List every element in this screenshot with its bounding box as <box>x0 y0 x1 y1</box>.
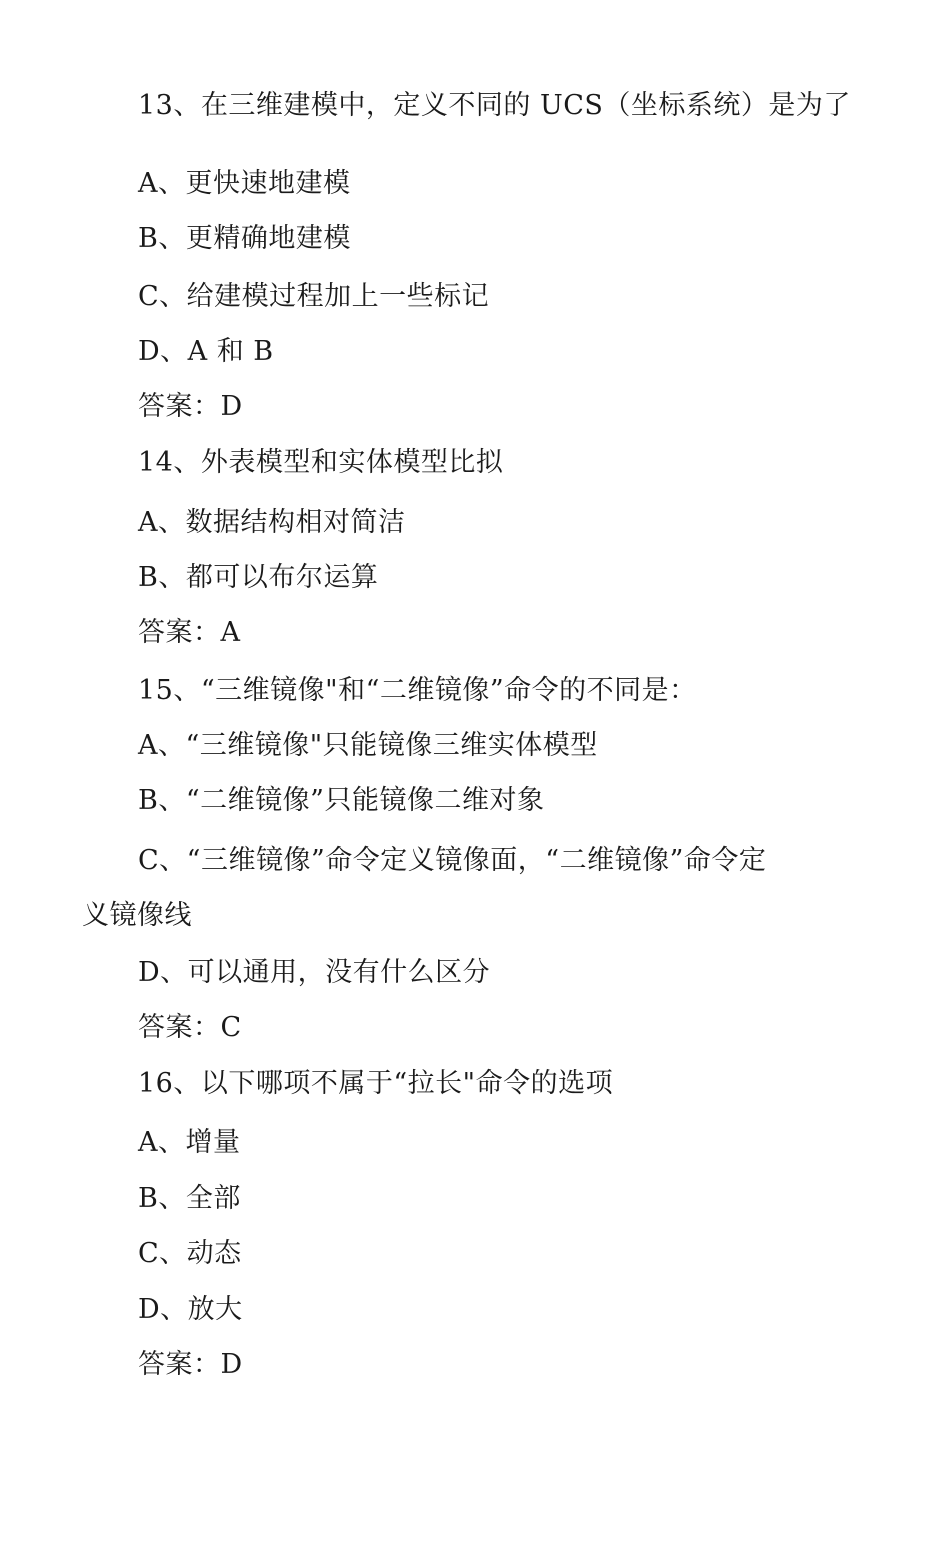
question-14-stem: 14、外表模型和实体模型比拟 <box>138 447 504 478</box>
question-15-answer: 答案：C <box>138 1012 242 1043</box>
question-13-option-d: D、A 和 B <box>138 336 274 367</box>
question-13-option-b: B、更精确地建模 <box>138 223 351 254</box>
question-13-stem: 13、在三维建模中，定义不同的 UCS（坐标系统）是为了 <box>138 90 851 121</box>
question-16-option-b: B、全部 <box>138 1183 241 1214</box>
question-13-answer: 答案：D <box>138 391 243 422</box>
question-15-option-d: D、可以通用，没有什么区分 <box>138 957 491 988</box>
question-16-answer: 答案：D <box>138 1349 243 1380</box>
question-15-stem: 15、“三维镜像"和“二维镜像”命令的不同是： <box>138 675 697 706</box>
question-15-option-c: C、“三维镜像”命令定义镜像面，“二维镜像”命令定 <box>138 845 767 876</box>
question-14-answer: 答案：A <box>138 617 241 648</box>
question-13-option-a: A、更快速地建模 <box>138 168 351 199</box>
question-14-option-a: A、数据结构相对简洁 <box>138 507 406 538</box>
question-15-option-a: A、“三维镜像"只能镜像三维实体模型 <box>138 730 598 761</box>
question-15-option-b: B、“二维镜像”只能镜像二维对象 <box>138 785 545 816</box>
question-16-option-d: D、放大 <box>138 1294 243 1325</box>
question-14-option-b: B、都可以布尔运算 <box>138 562 379 593</box>
question-16-option-a: A、增量 <box>138 1127 241 1158</box>
question-16-stem: 16、以下哪项不属于“拉长"命令的选项 <box>138 1068 614 1099</box>
question-16-option-c: C、动态 <box>138 1238 242 1269</box>
question-15-option-c-continuation: 义镜像线 <box>82 900 192 931</box>
question-13-option-c: C、给建模过程加上一些标记 <box>138 281 490 312</box>
